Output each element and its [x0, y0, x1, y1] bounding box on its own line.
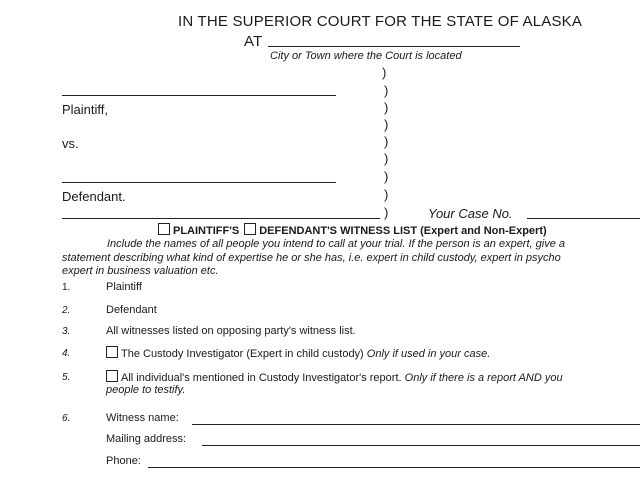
court-title: IN THE SUPERIOR COURT FOR THE STATE OF ALASKA — [178, 13, 583, 30]
item-4-num: 4. — [62, 348, 71, 359]
caption-bottom-line — [62, 218, 380, 219]
at-label: AT — [244, 33, 263, 50]
plaintiff-checkbox[interactable] — [158, 223, 170, 235]
item-5-row: All individual's mentioned in Custody Investigator's report. Only if there is a report AND you — [106, 370, 563, 384]
instructions-line3: expert in business valuation etc. — [62, 265, 219, 277]
item-2-num: 2. — [62, 305, 71, 316]
item-5-num: 5. — [62, 372, 71, 383]
phone-field[interactable] — [148, 467, 640, 468]
custody-investigator-checkbox[interactable] — [106, 346, 118, 358]
item-4-row: The Custody Investigator (Expert in child custody) Only if used in your case. — [106, 346, 490, 360]
report-individuals-checkbox[interactable] — [106, 370, 118, 382]
defendant-checkbox[interactable] — [244, 223, 256, 235]
defendant-label: Defendant. — [62, 189, 126, 204]
defendant-line[interactable] — [62, 182, 336, 183]
item-2-text: Defendant — [106, 304, 157, 316]
vs-label: vs. — [62, 136, 79, 151]
witness-name-field[interactable] — [192, 424, 640, 425]
case-no-label: Your Case No. — [428, 206, 513, 221]
item-3-num: 3. — [62, 326, 71, 337]
instructions-line2: statement describing what kind of expertise he or she has, i.e. expert in child custody, expert in psycho — [62, 252, 561, 264]
item-3-text: All witnesses listed on opposing party's witness list. — [106, 325, 356, 337]
case-no-line[interactable] — [527, 218, 640, 219]
witness-name-label: Witness name: — [106, 412, 179, 424]
item-1-text: Plaintiff — [106, 281, 142, 293]
mailing-address-label: Mailing address: — [106, 433, 187, 445]
item-6-num: 6. — [62, 413, 71, 424]
city-hint: City or Town where the Court is located — [270, 50, 462, 62]
item-1-num: 1. — [62, 282, 71, 293]
plaintiff-label: Plaintiff, — [62, 102, 109, 117]
form-title: PLAINTIFF'S DEFENDANT'S WITNESS LIST (Expert and Non-Expert) — [158, 223, 547, 237]
item-5-note2: people to testify. — [106, 384, 186, 396]
city-line[interactable] — [268, 46, 520, 47]
mailing-address-field[interactable] — [202, 445, 640, 446]
instructions-line1: Include the names of all people you intend to call at your trial. If the person is an expert, give a — [107, 238, 565, 250]
phone-label: Phone: — [106, 455, 141, 467]
plaintiff-line[interactable] — [62, 95, 336, 96]
